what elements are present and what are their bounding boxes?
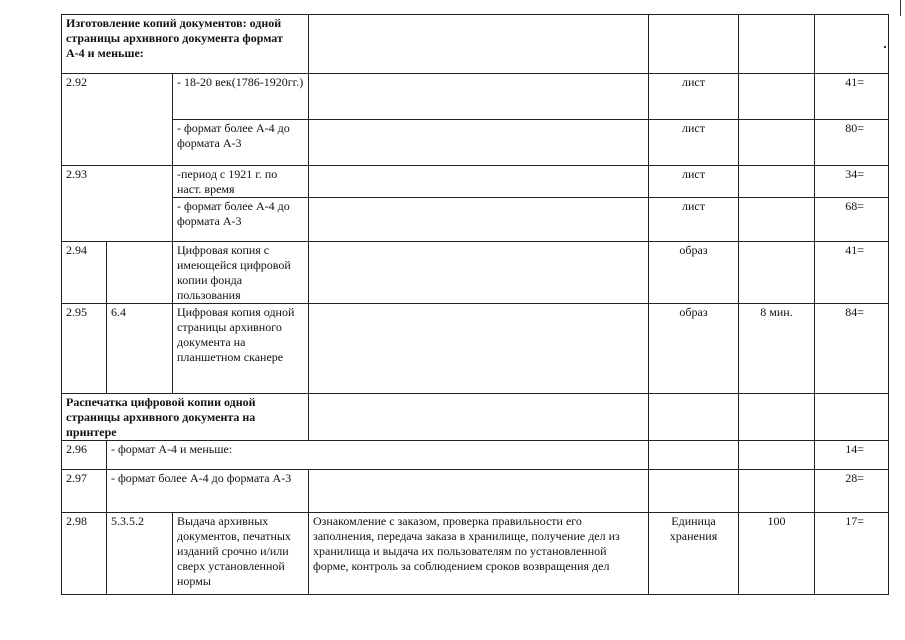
row-unit: лист	[649, 198, 739, 242]
row-time	[739, 120, 815, 166]
table-row	[62, 441, 889, 470]
row-number: 2.96	[62, 441, 107, 470]
table-row	[62, 513, 889, 595]
row-reference: 6.4	[107, 304, 173, 394]
row-description: Цифровая копия одной страницы архивного документа на планшетном сканере	[173, 304, 309, 394]
row-price: 41=	[815, 74, 889, 120]
row-number: 2.98	[62, 513, 107, 595]
table-row	[62, 120, 889, 166]
row-unit: лист	[649, 166, 739, 198]
row-description: - формат более А-4 до формата А-3	[173, 120, 309, 166]
row-time	[739, 242, 815, 304]
table-row	[62, 470, 889, 513]
row-work	[309, 120, 649, 166]
table-row	[62, 304, 889, 394]
row-price: 34=	[815, 166, 889, 198]
table-row	[62, 74, 889, 120]
row-number: 2.97	[62, 470, 107, 513]
row-unit: Единица хранения	[649, 513, 739, 595]
row-work	[309, 242, 649, 304]
row-price: 28=	[815, 470, 889, 513]
margin-mark	[900, 0, 901, 16]
row-price: 80=	[815, 120, 889, 166]
row-description: - 18-20 век(1786-1920гг.)	[173, 74, 309, 120]
row-time: 100	[739, 513, 815, 595]
row-reference: 5.3.5.2	[107, 513, 173, 595]
row-price: 14=	[815, 441, 889, 470]
row-time	[739, 74, 815, 120]
row-work	[309, 198, 649, 242]
row-price: 68=	[815, 198, 889, 242]
row-description: - формат более А-4 до формата А-3	[107, 470, 309, 513]
table-row	[62, 166, 889, 198]
row-number: 2.93	[62, 166, 173, 242]
section-header-row	[62, 15, 889, 74]
row-time	[739, 198, 815, 242]
row-description: Цифровая копия с имеющейся цифровой копии фонда пользования	[173, 242, 309, 304]
row-work	[309, 304, 649, 394]
row-price: 84=	[815, 304, 889, 394]
table-row	[62, 242, 889, 304]
price-table	[61, 14, 889, 595]
row-unit: образ	[649, 304, 739, 394]
row-number: 2.94	[62, 242, 107, 304]
row-work	[309, 74, 649, 120]
row-time	[739, 166, 815, 198]
row-work	[309, 166, 649, 198]
row-work: Ознакомление с заказом, проверка правильности его заполнения, передача заказа в хранилище, получение дел из хранилища и выдача их пользователям по установленной форме, контроль за соблюдением сроков возвращения дел	[309, 513, 649, 595]
row-description: Выдача архивных документов, печатных изданий срочно и/или сверх установленной нормы	[173, 513, 309, 595]
section-title: Распечатка цифровой копии одной страницы архивного документа на принтере	[62, 394, 309, 441]
row-description: -период с 1921 г. по наст. время	[173, 166, 309, 198]
row-unit: лист	[649, 74, 739, 120]
row-number: 2.95	[62, 304, 107, 394]
row-time: 8 мин.	[739, 304, 815, 394]
row-description: - формат более А-4 до формата А-3	[173, 198, 309, 242]
section-title: Изготовление копий документов: одной страницы архивного документа формат А-4 и меньше:	[62, 15, 309, 74]
row-unit: образ	[649, 242, 739, 304]
row-number: 2.92	[62, 74, 173, 166]
row-price: 41=	[815, 242, 889, 304]
row-price: 17=	[815, 513, 889, 595]
row-unit: лист	[649, 120, 739, 166]
row-reference	[107, 242, 173, 304]
row-description: - формат А-4 и меньше:	[107, 441, 649, 470]
section-header-row	[62, 394, 889, 441]
table-row	[62, 198, 889, 242]
